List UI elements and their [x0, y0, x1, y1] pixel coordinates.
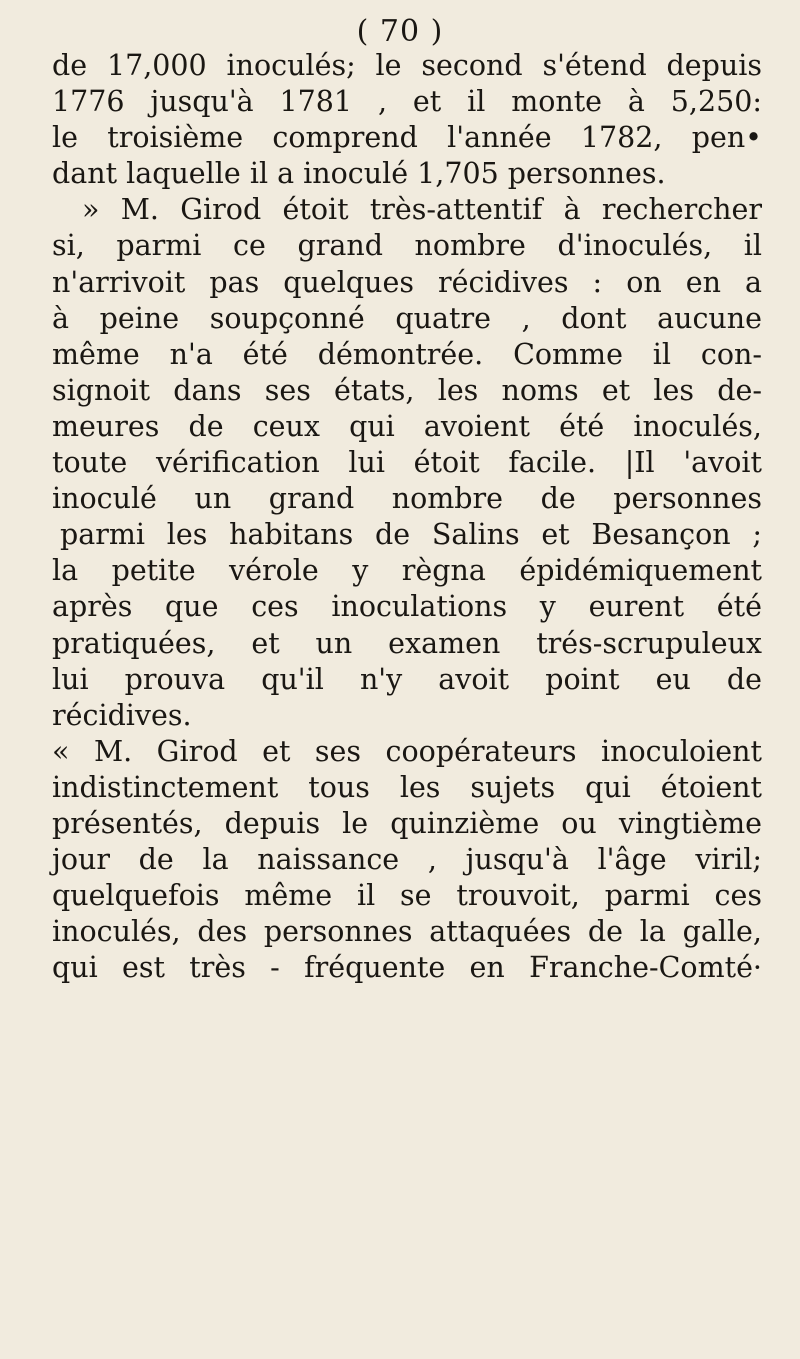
text-line: indistinctement tous les sujets qui étoient: [52, 770, 762, 804]
text-line: « M. Girod et ses coopérateurs inoculoient: [52, 734, 762, 768]
text-line: dant laquelle il a inoculé 1,705 personnes.: [52, 157, 666, 191]
text-line: la petite vérole y règna épidémiquement: [52, 554, 762, 588]
text-line: qui est très - fréquente en Franche-Comté·: [52, 951, 762, 985]
text-line: parmi les habitans de Salins et Besançon ;: [60, 518, 762, 552]
text-line: toute vérification lui étoit facile. |Il 'avoit: [52, 446, 762, 480]
text-line: de 17,000 inoculés; le second s'étend depuis: [52, 49, 762, 82]
page-number: ( 70 ): [356, 14, 444, 49]
text-line: quelquefois même il se trouvoit, parmi ces: [52, 879, 762, 913]
text-line: le troisième comprend l'année 1782, pen•: [52, 121, 762, 155]
text-line: si, parmi ce grand nombre d'inoculés, il: [52, 229, 762, 263]
text-line: 1776 jusqu'à 1781 , et il monte à 5,250:: [52, 85, 762, 119]
text-line: n'arrivoit pas quelques récidives : on en a: [52, 265, 762, 299]
text-line: même n'a été démontrée. Comme il con-: [52, 337, 762, 371]
text-line: meures de ceux qui avoient été inoculés,: [52, 409, 762, 443]
body-text: [52, 48, 762, 986]
text-line: inoculé un grand nombre de personnes: [52, 482, 762, 516]
text-line: inoculés, des personnes attaquées de la galle,: [52, 915, 762, 949]
text-line: lui prouva qu'il n'y avoit point eu de: [52, 662, 762, 696]
text-line: après que ces inoculations y eurent été: [52, 590, 762, 624]
text-line: pratiquées, et un examen trés-scrupuleux: [52, 626, 762, 660]
text-line: jour de la naissance , jusqu'à l'âge viril;: [52, 843, 762, 877]
text-line: signoit dans ses états, les noms et les de-: [52, 373, 762, 407]
text-line: » M. Girod étoit très-attentif à rechercher: [82, 193, 762, 227]
text-line: à peine soupçonné quatre , dont aucune: [52, 301, 762, 335]
text-line: présentés, depuis le quinzième ou vingtième: [52, 806, 762, 840]
text-line: récidives.: [52, 698, 192, 732]
